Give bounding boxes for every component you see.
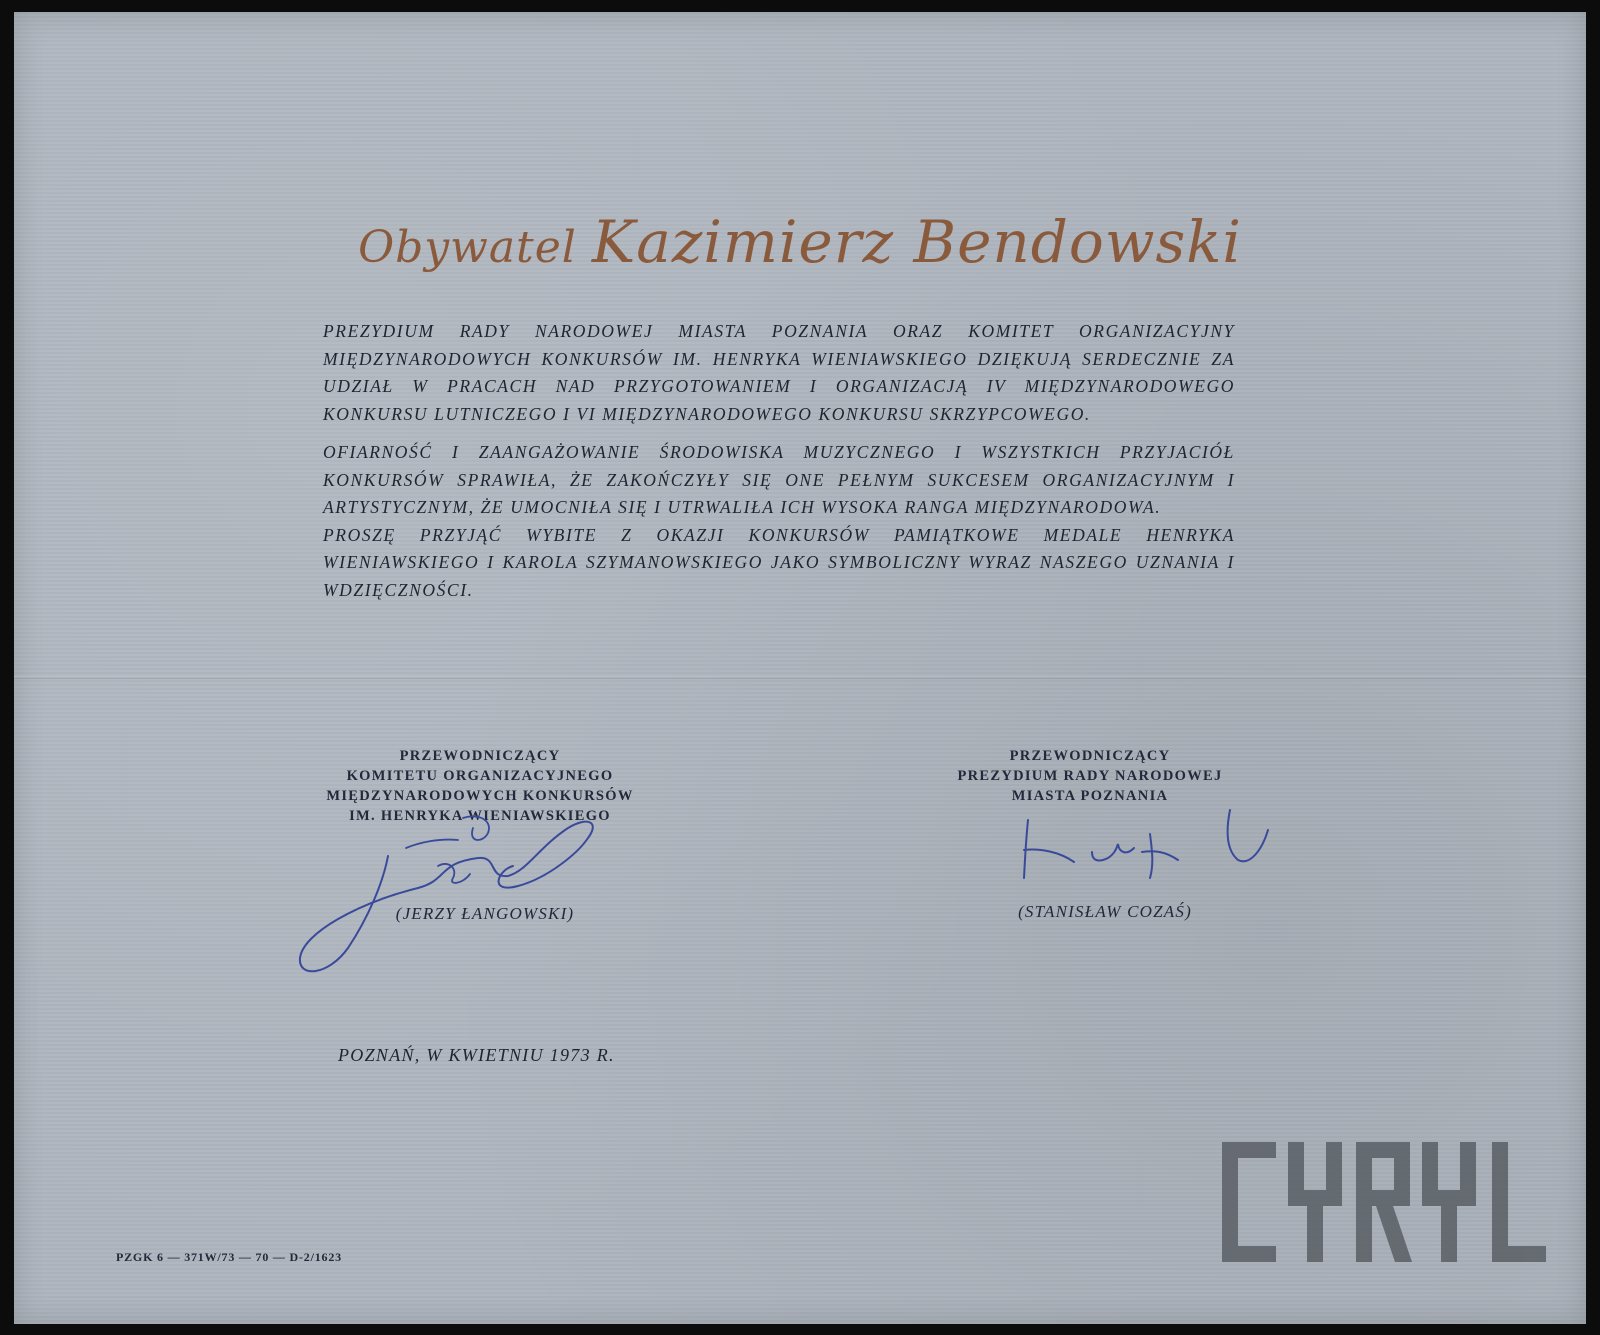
recipient-prefix: Obywatel	[358, 222, 577, 273]
letter-body	[323, 318, 1235, 604]
right-title-line: PRZEWODNICZĄCY	[1009, 748, 1171, 764]
left-title-line: MIĘDZYNARODOWYCH KONKURSÓW	[326, 788, 634, 804]
left-title-line: IM. HENRYKA WIENIAWSKIEGO	[349, 808, 611, 824]
paper-fold-line	[14, 676, 1586, 679]
cyryl-watermark-logo	[1222, 1142, 1562, 1262]
right-title-line: MIASTA POZNANIA	[1011, 788, 1169, 804]
body-paragraph-2: OFIARNOŚĆ I ZAANGAŻOWANIE ŚRODOWISKA MUZYCZNEGO I WSZYSTKICH PRZYJACIÓŁ KONKURSÓW SPRAWIŁA, ŻE ZAKOŃCZYŁY SIĘ ONE PEŁNYM SUKCESEM ORGANIZACYJNYM I ARTYSTYCZNYM, ŻE UMOCNIŁA SIĘ I UTRWALIŁA ICH WYSOKA RANGA MIĘDZYNARODOWA.	[323, 442, 1235, 517]
recipient-name: Kazimierz Bendowski	[591, 208, 1242, 276]
right-signatory-title	[930, 746, 1250, 806]
left-title-line: PRZEWODNICZĄCY	[399, 748, 561, 764]
right-handwritten-signature	[1000, 800, 1290, 890]
left-title-line: KOMITETU ORGANIZACYJNEGO	[346, 768, 614, 784]
right-title-line: PREZYDIUM RADY NARODOWEJ	[957, 768, 1223, 784]
recipient-heading	[0, 208, 1600, 276]
body-paragraph-1: PREZYDIUM RADY NARODOWEJ MIASTA POZNANIA ORAZ KOMITET ORGANIZACYJNY MIĘDZYNARODOWYCH KONKURSÓW IM. HENRYKA WIENIAWSKIEGO DZIĘKUJĄ SERDECZNIE ZA UDZIAŁ W PRACACH NAD PRZYGOTOWANIEM I ORGANIZACJĄ IV MIĘDZYNARODOWEGO KONKURSU LUTNICZEGO I VI MIĘDZYNARODOWEGO KONKURSU SKRZYPCOWEGO.	[323, 321, 1235, 424]
left-handwritten-signature	[288, 808, 618, 978]
left-signatory-name: (JERZY ŁANGOWSKI)	[395, 904, 575, 923]
place-date: POZNAŃ, W KWIETNIU 1973 R.	[338, 1045, 615, 1065]
print-code: PZGK 6 — 371W/73 — 70 — D-2/1623	[116, 1250, 342, 1264]
right-signatory-name: (STANISŁAW COZAŚ)	[1018, 902, 1192, 921]
body-paragraph-3: PROSZĘ PRZYJĄĆ WYBITE Z OKAZJI KONKURSÓW PAMIĄTKOWE MEDALE HENRYKA WIENIAWSKIEGO I KAROLA SZYMANOWSKIEGO JAKO SYMBOLICZNY WYRAZ NASZEGO UZNANIA I WDZIĘCZNOŚCI.	[323, 524, 1235, 600]
